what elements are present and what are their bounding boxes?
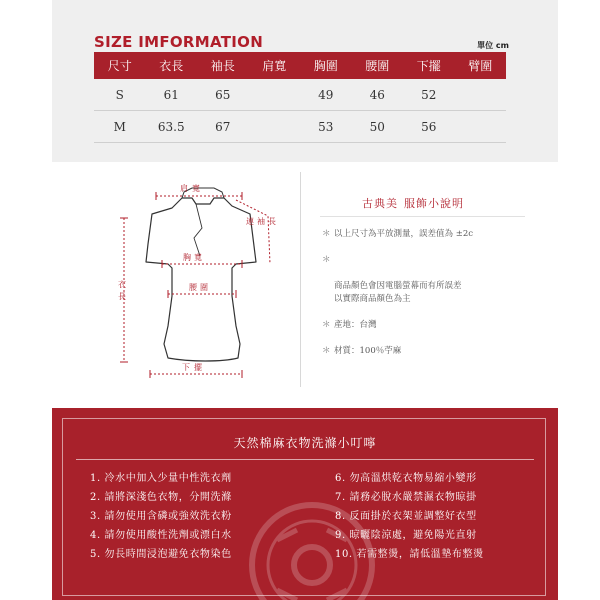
hem-label: 下擺 <box>182 363 206 372</box>
shoulder-label: 肩寬 <box>180 184 204 193</box>
table-cell: 56 <box>403 111 455 143</box>
care-panel <box>52 408 558 600</box>
table-cell: 50 <box>352 111 404 143</box>
table-row <box>94 111 506 143</box>
notes-title-text: 服飾小說明 <box>404 197 464 210</box>
header-sleeve: 袖長 <box>197 52 249 79</box>
size-info-title: SIZE IMFORMATION <box>94 33 264 51</box>
note-text: 商品顏色會因電腦螢幕而有所誤差 以實際商品顏色為主 <box>334 281 462 304</box>
table-cell: S <box>94 79 146 111</box>
list-item: 7. 請務必脫水嚴禁濕衣物晾掛 <box>335 492 477 503</box>
care-title: 天然棉麻衣物洗滌小叮嚀 <box>233 436 377 450</box>
table-cell <box>249 79 301 111</box>
chest-label: 胸寬 <box>183 253 205 262</box>
care-list-left <box>90 469 232 564</box>
notes-brand: 古典美 <box>362 197 398 210</box>
list-item <box>322 228 532 241</box>
table-cell: 52 <box>403 79 455 111</box>
list-item: 6. 勿高溫烘乾衣物易縮小變形 <box>335 473 477 484</box>
header-length: 衣長 <box>146 52 198 79</box>
header-chest: 胸圍 <box>300 52 352 79</box>
list-item: 4. 請勿使用酸性洗劑或漂白水 <box>90 530 232 541</box>
notes-title <box>362 195 464 211</box>
notes-divider <box>320 216 525 217</box>
note-text: 材質：100％苧麻 <box>334 346 402 356</box>
table-cell: 46 <box>352 79 404 111</box>
table-row <box>94 79 506 111</box>
section-divider <box>300 172 301 387</box>
size-unit-label: 單位 cm <box>477 41 509 50</box>
list-item: 8. 反面掛於衣架並調整好衣型 <box>335 511 477 522</box>
care-list-right <box>335 469 484 564</box>
header-hem: 下擺 <box>403 52 455 79</box>
table-cell: M <box>94 111 146 143</box>
size-table <box>94 52 506 143</box>
table-cell: 53 <box>300 111 352 143</box>
table-cell: 63.5 <box>146 111 198 143</box>
list-item: 3. 請勿使用含磷或強效洗衣粉 <box>90 511 232 522</box>
bullet-icon: ＊ <box>322 320 331 330</box>
table-cell <box>455 111 507 143</box>
header-waist: 腰圍 <box>352 52 404 79</box>
care-divider <box>76 459 534 460</box>
list-item <box>322 319 532 332</box>
list-item: 9. 晾曬陰涼處，避免陽光直射 <box>335 530 477 541</box>
note-text: 產地：台灣 <box>334 320 377 330</box>
bullet-icon: ＊ <box>322 346 331 356</box>
sleeve-label: 連袖長 <box>246 217 279 226</box>
table-cell <box>249 111 301 143</box>
note-text: 以上尺寸為平放測量，誤差值為 ±2c <box>334 229 473 239</box>
list-item <box>322 345 532 358</box>
size-table-header <box>94 52 506 79</box>
table-cell: 61 <box>146 79 198 111</box>
list-item: 1. 冷水中加入少量中性洗衣劑 <box>90 473 232 484</box>
header-arm: 臂圍 <box>455 52 507 79</box>
table-cell: 67 <box>197 111 249 143</box>
header-shoulder: 肩寬 <box>249 52 301 79</box>
list-item: 5. 勿長時間浸泡避免衣物染色 <box>90 549 232 560</box>
table-cell: 65 <box>197 79 249 111</box>
garment-diagram <box>110 176 280 386</box>
waist-label: 腰圍 <box>189 283 211 292</box>
table-cell <box>455 79 507 111</box>
length-label: 衣長 <box>117 280 127 304</box>
header-size: 尺寸 <box>94 52 146 79</box>
notes-list <box>322 228 532 371</box>
list-item: 2. 請將深淺色衣物，分開洗滌 <box>90 492 232 503</box>
list-item <box>322 254 532 306</box>
bullet-icon: ＊ <box>322 229 331 239</box>
table-cell: 49 <box>300 79 352 111</box>
bullet-icon: ＊ <box>322 255 331 265</box>
list-item: 10. 若需整燙，請低溫墊布整燙 <box>335 549 484 560</box>
